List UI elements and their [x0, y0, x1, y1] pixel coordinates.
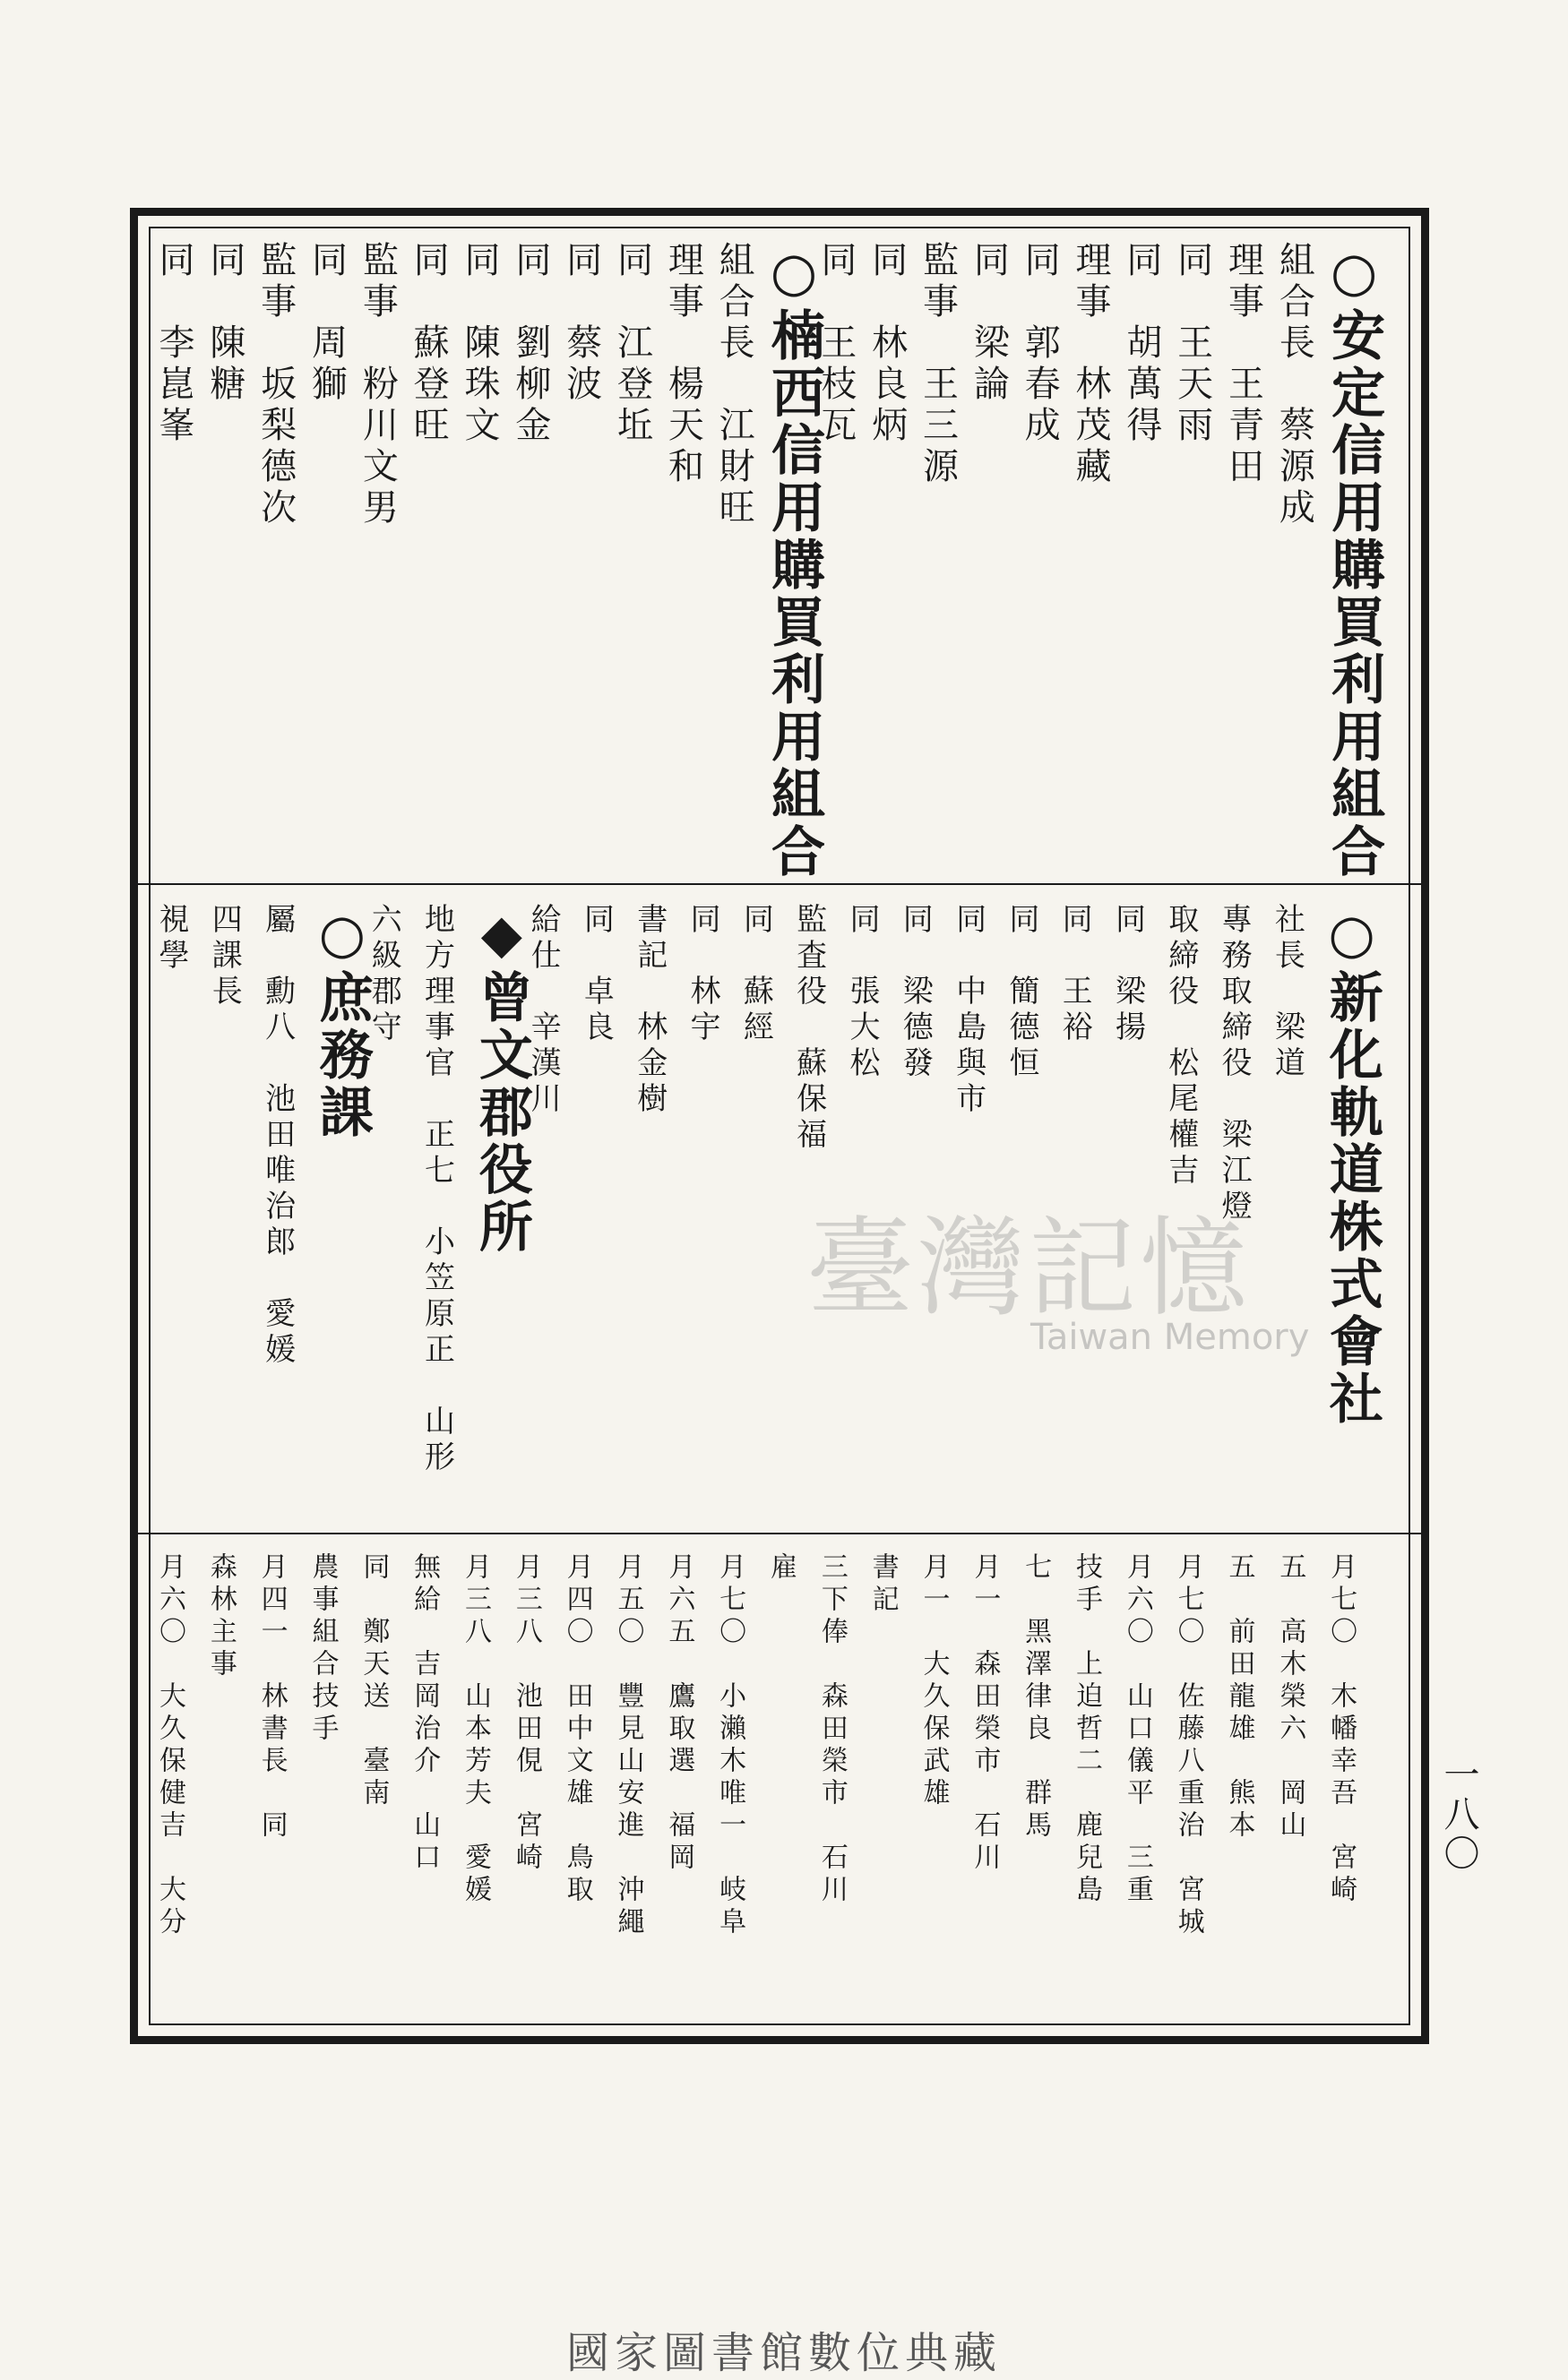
top-entry-column: 組合長 江財旺	[713, 241, 755, 529]
top-entry-column: 同 梁論	[968, 241, 1010, 406]
bottom-entry-column: 五 高木榮六 岡山	[1274, 1552, 1306, 1843]
top-entry-column: ○安定信用購買利用組合	[1322, 241, 1386, 881]
middle-entry-column: 視學	[153, 903, 189, 975]
middle-entry-column: ○庶務課	[310, 903, 374, 1141]
top-entry-column: 同 蘇登旺	[408, 241, 450, 447]
top-entry-column: 組合長 蔡源成	[1273, 241, 1315, 529]
middle-entry-column: 同 卓良	[578, 903, 615, 1046]
middle-entry-column: 取締役 松尾權吉	[1162, 903, 1199, 1190]
middle-entry-column: 社長 梁道	[1269, 903, 1305, 1082]
bottom-entry-column: 月四一 林書長 同	[255, 1552, 288, 1843]
top-entry-column: 理事 林茂藏	[1070, 241, 1111, 488]
top-entry-column: 理事 楊天和	[662, 241, 704, 488]
bottom-entry-column: 無給 吉岡治介 山口	[409, 1552, 441, 1875]
middle-entry-column: 六級郡守	[366, 903, 402, 1046]
middle-entry-column: 同 梁德發	[897, 903, 934, 1082]
middle-entry-column: 同 中島與市	[950, 903, 986, 1118]
middle-entry-column: 專務取締役 梁江燈	[1216, 903, 1253, 1225]
bottom-entry-column: 森林主事	[204, 1552, 237, 1681]
top-entry-column: 理事 王青田	[1222, 241, 1264, 488]
bottom-entry-column: 五 前田龍雄 熊本	[1223, 1552, 1255, 1843]
top-entry-column: 同 李崑峯	[153, 241, 194, 447]
bottom-entry-column: 月三八 池田俔 宮崎	[510, 1552, 542, 1875]
bottom-section	[138, 1534, 1421, 2036]
middle-entry-column: ◆曾文郡役所	[470, 903, 533, 1256]
bottom-entry-column: 月七〇 小瀨木唯一 岐阜	[714, 1552, 746, 1939]
middle-entry-column: 同 蘇經	[737, 903, 774, 1046]
top-entry-column: 同 江登坵	[611, 241, 653, 447]
top-entry-column: 同 陳珠文	[459, 241, 500, 447]
bottom-entry-column: 三下俸 森田榮市 石川	[815, 1552, 848, 1907]
top-entry-column: 同 蔡波	[560, 241, 602, 406]
middle-entry-column: 同 林宇	[685, 903, 721, 1046]
bottom-entry-column: 農事組合技手	[306, 1552, 339, 1746]
watermark-subtitle: Taiwan Memory	[1030, 1317, 1310, 1358]
middle-entry-column: ○新化軌道株式會社	[1320, 903, 1383, 1428]
middle-entry-column: 同 張大松	[843, 903, 880, 1082]
bottom-entry-column: 書記	[866, 1552, 899, 1617]
middle-entry-column: 書記 林金樹	[631, 903, 668, 1118]
top-entry-column: 監事 坂梨德次	[254, 241, 297, 529]
top-entry-column: 同 周獅	[306, 241, 348, 406]
watermark-logo: 臺灣記憶	[806, 1207, 1251, 1331]
top-entry-column: 同 王枝瓦	[814, 241, 857, 447]
bottom-entry-column: 技手 上迫哲二 鹿兒島	[1071, 1552, 1102, 1907]
top-section	[138, 216, 1421, 883]
bottom-entry-column: 月六五 鷹取選 福岡	[663, 1552, 695, 1875]
bottom-entry-column: 雇	[765, 1552, 797, 1585]
middle-entry-column: 同 王裕	[1056, 903, 1093, 1046]
bottom-entry-column: 同 鄭天送 臺南	[358, 1552, 390, 1810]
middle-entry-column: 給仕 辛漢川	[525, 903, 562, 1118]
middle-entry-column: 同 梁揚	[1109, 903, 1146, 1046]
bottom-entry-column: 月三八 山本芳夫 愛媛	[460, 1552, 491, 1907]
top-entry-column: ○楠西信用購買利用組合	[762, 241, 825, 881]
middle-entry-column: 地方理事官 正七 小笠原正 山形	[418, 903, 455, 1476]
bottom-entry-column: 月六〇 大久保健吉 大分	[154, 1552, 185, 1939]
middle-entry-column: 屬 勳八 池田唯治郎 愛媛	[259, 903, 296, 1369]
middle-entry-column: 四課長	[206, 903, 243, 1010]
top-entry-column: 同 林良炳	[866, 241, 908, 447]
footer-archive-label: 國家圖書館數位典藏	[565, 2328, 1002, 2378]
top-entry-column: 監事 粉川文男	[357, 241, 399, 529]
middle-entry-column: 同 簡德恒	[1003, 903, 1039, 1082]
top-entry-column: 同 胡萬得	[1120, 241, 1162, 447]
top-entry-column: 同 郭春成	[1019, 241, 1061, 447]
bottom-entry-column: 月五〇 豐見山安進 沖繩	[612, 1552, 644, 1939]
page-number: 一八〇	[1438, 1756, 1479, 1874]
bottom-entry-column: 月一 森田榮市 石川	[969, 1552, 1001, 1875]
bottom-entry-column: 七 黑澤律良 群馬	[1020, 1552, 1052, 1843]
bottom-entry-column: 月一 大久保武雄	[918, 1552, 950, 1810]
bottom-entry-column: 月七〇 木幡幸吾 宮崎	[1325, 1552, 1357, 1907]
top-entry-column: 監事 王三源	[917, 241, 959, 488]
top-entry-column: 同 陳糖	[203, 241, 246, 406]
top-entry-column: 同 劉柳金	[509, 241, 551, 447]
top-entry-column: 同 王天雨	[1171, 241, 1213, 447]
page-frame	[130, 208, 1429, 2044]
bottom-entry-column: 月七〇 佐藤八重治 宮城	[1172, 1552, 1204, 1939]
bottom-entry-column: 月四〇 田中文雄 鳥取	[561, 1552, 593, 1907]
middle-entry-column: 監査役 蘇保福	[790, 903, 827, 1154]
bottom-entry-column: 月六〇 山口儀平 三重	[1121, 1552, 1153, 1907]
